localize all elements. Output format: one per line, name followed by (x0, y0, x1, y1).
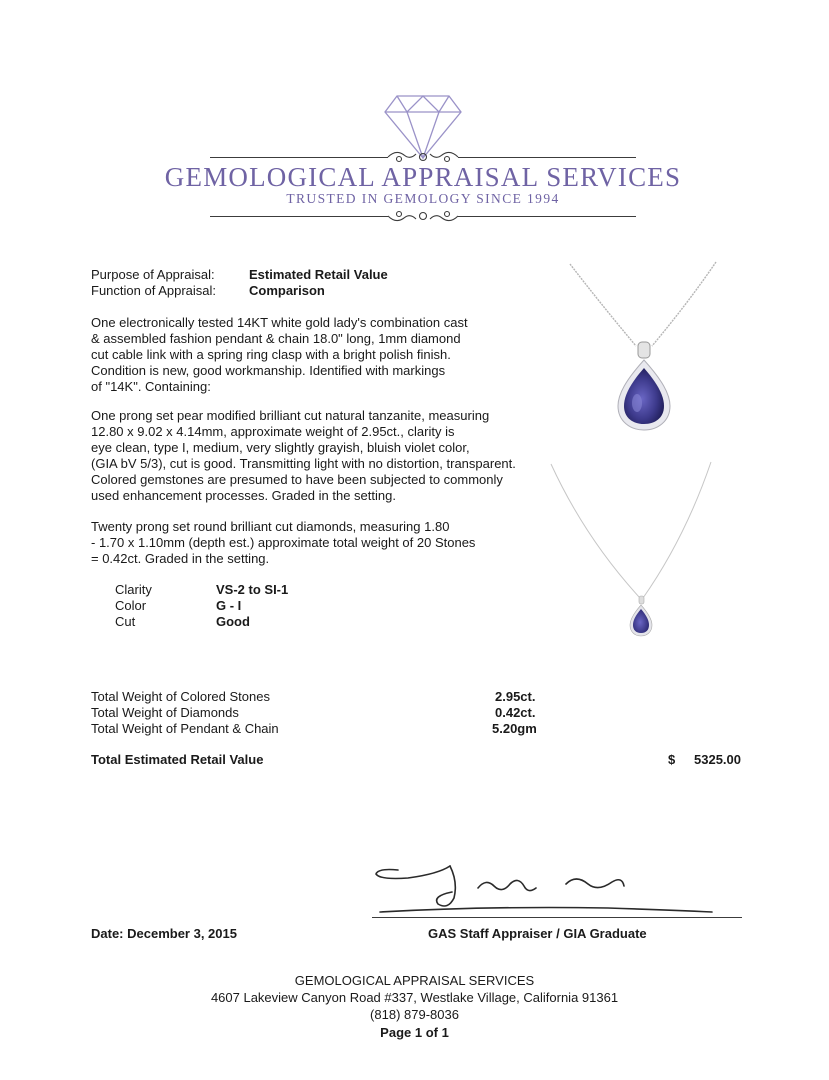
pendant-closeup-image (560, 258, 730, 438)
tanzanite-line: 12.80 x 9.02 x 4.14mm, approximate weight of 2.95ct., clarity is (91, 423, 455, 439)
item-description (91, 315, 468, 395)
diamond-line: Twenty prong set round brilliant cut diamonds, measuring 1.80 (91, 519, 450, 534)
total-retail-value-label: Total Estimated Retail Value (91, 752, 264, 767)
function-label: Function of Appraisal: (91, 283, 217, 298)
flourish-ornament-icon (386, 205, 460, 227)
footer-address: 4607 Lakeview Canyon Road #337, Westlake Village, California 91361 (210, 990, 619, 1005)
pendant-on-chain-image (545, 458, 715, 658)
company-name: GEMOLOGICAL APPRAISAL SERVICES (164, 162, 682, 192)
company-tagline: TRUSTED IN GEMOLOGY SINCE 1994 (286, 191, 560, 206)
header-rule-bottom (210, 216, 388, 217)
diamond-line: = 0.42ct. Graded in the setting. (91, 550, 270, 566)
description-line: of "14K". Containing: (91, 378, 211, 394)
appraiser-signature (368, 852, 748, 922)
tanzanite-line: Colored gemstones are presumed to have been subjected to commonly (91, 471, 503, 487)
total-label: Total Weight of Colored Stones (91, 689, 270, 704)
total-value: 5.20gm (492, 721, 537, 736)
currency-symbol: $ (668, 752, 676, 767)
total-label: Total Weight of Pendant & Chain (91, 721, 279, 736)
grade-label-cut: Cut (115, 614, 136, 629)
grade-label-color: Color (115, 598, 147, 613)
footer-phone: (818) 879-8036 (370, 1007, 459, 1022)
appraisal-date: Date: December 3, 2015 (91, 926, 237, 941)
total-value: 2.95ct. (495, 689, 536, 704)
page-number: Page 1 of 1 (380, 1025, 449, 1040)
header-rule-top (458, 157, 636, 158)
total-retail-value-amount: 5325.00 (694, 752, 741, 767)
tanzanite-line: eye clean, type I, medium, very slightly grayish, bluish violet color, (91, 439, 470, 455)
grade-value-cut: Good (216, 614, 250, 629)
function-value: Comparison (249, 283, 325, 298)
signature-line (372, 917, 742, 918)
purpose-value: Estimated Retail Value (249, 267, 388, 282)
description-line: One electronically tested 14KT white gold lady's combination cast (91, 315, 468, 330)
tanzanite-line: (GIA bV 5/3), cut is good. Transmitting light with no distortion, transparent. (91, 455, 516, 471)
diamond-description (91, 519, 475, 567)
tanzanite-line: One prong set pear modified brilliant cut natural tanzanite, measuring (91, 408, 490, 423)
purpose-label: Purpose of Appraisal: (91, 267, 215, 282)
total-value: 0.42ct. (495, 705, 536, 720)
grade-value-color: G - I (216, 598, 242, 613)
description-line: Condition is new, good workmanship. Identified with markings (91, 362, 446, 378)
tanzanite-description (91, 408, 516, 503)
appraiser-title: GAS Staff Appraiser / GIA Graduate (428, 926, 647, 941)
tanzanite-line: used enhancement processes. Graded in the setting. (91, 487, 396, 503)
grade-value-clarity: VS-2 to SI-1 (216, 582, 289, 597)
total-label: Total Weight of Diamonds (91, 705, 239, 720)
header-rule-bottom (458, 216, 636, 217)
diamond-line: - 1.70 x 1.10mm (depth est.) approximate total weight of 20 Stones (91, 534, 476, 550)
description-line: & assembled fashion pendant & chain 18.0" long, 1mm diamond (91, 330, 461, 346)
header-rule-top (210, 157, 388, 158)
grade-label-clarity: Clarity (115, 582, 152, 597)
description-line: cut cable link with a spring ring clasp with a bright polish finish. (91, 346, 451, 362)
footer-company: GEMOLOGICAL APPRAISAL SERVICES (294, 973, 535, 988)
